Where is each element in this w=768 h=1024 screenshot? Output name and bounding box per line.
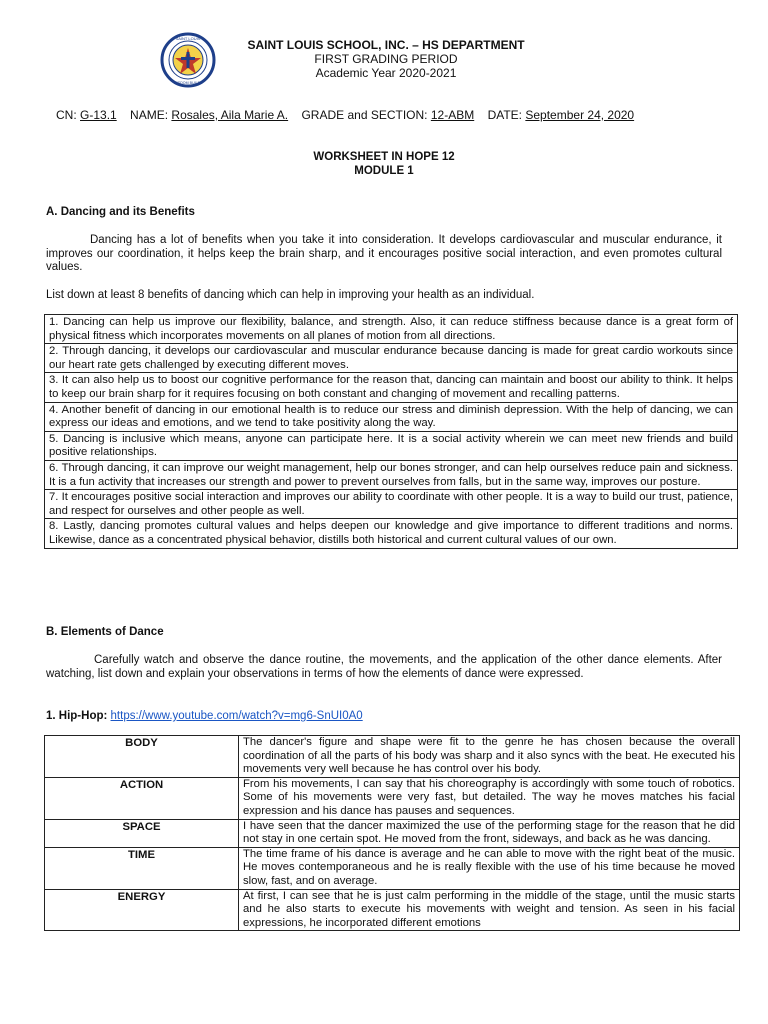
school-seal-icon xyxy=(160,32,216,88)
name-label: NAME: xyxy=(130,108,169,122)
benefit-item: 7. It encourages positive social interaction and improves our ability to coordinate with other people. It is a way to build our trust, patience, and respect for ourselves and other people as well. xyxy=(45,490,737,519)
element-name: ENERGY xyxy=(45,889,239,931)
table-row xyxy=(45,777,740,819)
svg-text:WISDOM BUILDS: WISDOM BUILDS xyxy=(173,81,203,85)
benefit-item: 2. Through dancing, it develops our cardiovascular and muscular endurance because dancing is made for great cardio workouts since our heart rate gets challenged by executing different moves. xyxy=(45,344,737,373)
header-text xyxy=(216,38,556,80)
benefit-item: 6. Through dancing, it can improve our weight management, help our bones stronger, and can help ourselves reduce pain and sickness. It is a fun activity that increases our strength and power to prevent ourselves from falls, but in the same way, improves our posture. xyxy=(45,461,737,490)
grade-value: 12-ABM xyxy=(430,108,475,122)
grade-label: GRADE and SECTION: xyxy=(301,108,428,122)
benefit-item: 3. It can also help us to boost our cognitive performance for the reason that, dancing can maintain and boost our ability to think. It helps to keep our brain sharp for it requires focusing on both constant and changing of movement and recalling patterns. xyxy=(45,373,737,402)
section-a-instruction: List down at least 8 benefits of dancing which can help in improving your health as an individual. xyxy=(46,289,535,301)
dance-elements-table xyxy=(44,735,740,931)
element-name: ACTION xyxy=(45,777,239,819)
section-b-intro-text: Carefully watch and observe the dance routine, the movements, and the application of the other dance elements. After watching, list down and explain your observations in terms of how the elements of dance were expressed. xyxy=(46,654,722,680)
table-row xyxy=(45,819,740,847)
name-value: Rosales, Aila Marie A. xyxy=(171,108,289,122)
benefit-item: 1. Dancing can help us improve our flexibility, balance, and strength. Also, it can reduce stiffness because dance is a great form of physical fitness which incorporates movements on all planes of motion from all directions. xyxy=(45,315,737,344)
date-label: DATE: xyxy=(487,108,523,122)
section-a-intro-text: Dancing has a lot of benefits when you take it into consideration. It develops cardiovascular and muscular endurance, it improves our coordination, it helps keep the brain sharp, and it encourages positive social interaction, and even promotes cultural values. xyxy=(46,234,722,273)
benefit-item: 4. Another benefit of dancing in our emotional health is to reduce our stress and diminish depression. With the help of dancing, we can express our ideas and emotions, and we tend to take positivity along the way. xyxy=(45,403,737,432)
school-name: SAINT LOUIS SCHOOL, INC. – HS DEPARTMENT xyxy=(247,38,525,52)
date-value: September 24, 2020 xyxy=(525,108,635,122)
element-description: The time frame of his dance is average and he can able to move with the right beat of the music. He moves contemporaneous and he is really flexible with the use of his time because he moved slow, fast, and on average. xyxy=(239,847,740,889)
section-a-heading: A. Dancing and its Benefits xyxy=(46,206,195,218)
table-row xyxy=(45,847,740,889)
grading-period: FIRST GRADING PERIOD xyxy=(314,52,458,66)
section-b-intro xyxy=(46,654,722,681)
worksheet-title: WORKSHEET IN HOPE 12 xyxy=(313,151,455,163)
benefits-list xyxy=(44,314,738,549)
element-description: At first, I can see that he is just calm performing in the middle of the stage, until the music starts and he also starts to execute his movements with weight and tension. As seen in his facial expressions, he incorporated different emotions xyxy=(239,889,740,931)
element-description: From his movements, I can say that his choreography is accordingly with some touch of robotics. Some of his movements were very fast, but detailed. The way he moves matches his facial expression and his dance has pauses and sequences. xyxy=(239,777,740,819)
student-info-line xyxy=(56,108,634,122)
hip-hop-label: 1. Hip-Hop: xyxy=(46,710,108,722)
table-row xyxy=(45,736,740,778)
section-a-intro xyxy=(46,234,722,275)
document-header xyxy=(160,32,610,92)
benefit-item: 8. Lastly, dancing promotes cultural values and helps deepen our knowledge and give importance to different traditions and norms. Likewise, dance as a concentrated physical behavior, distills both historical and current cultural values of our own. xyxy=(49,520,733,546)
section-b-heading: B. Elements of Dance xyxy=(46,626,164,638)
table-row xyxy=(45,889,740,931)
hip-hop-item xyxy=(46,710,722,724)
element-description: The dancer's figure and shape were fit to the genre he has chosen because the overall coordination of all the parts of his body was sharp and it also syncs with the beat. He executed his movements very well because he has control over his body. xyxy=(239,736,740,778)
hip-hop-video-link[interactable]: https://www.youtube.com/watch?v=mg6-SnUI0A0 xyxy=(110,710,363,722)
svg-text:SAINT LOUIS: SAINT LOUIS xyxy=(175,36,201,41)
element-name: BODY xyxy=(45,736,239,778)
cn-value: G-13.1 xyxy=(80,108,117,122)
academic-year: Academic Year 2020-2021 xyxy=(315,66,457,80)
element-description: I have seen that the dancer maximized the use of the performing stage for the reason that he did not stay in one certain spot. He moved from the front, sideways, and back as he was dancing. xyxy=(239,819,740,847)
benefit-item: 5. Dancing is inclusive which means, anyone can participate here. It is a social activity wherein we can meet new friends and build positive relationships. xyxy=(45,432,737,461)
module-title: MODULE 1 xyxy=(354,165,414,177)
cn-label: CN: xyxy=(56,108,77,122)
element-name: SPACE xyxy=(45,819,239,847)
element-name: TIME xyxy=(45,847,239,889)
